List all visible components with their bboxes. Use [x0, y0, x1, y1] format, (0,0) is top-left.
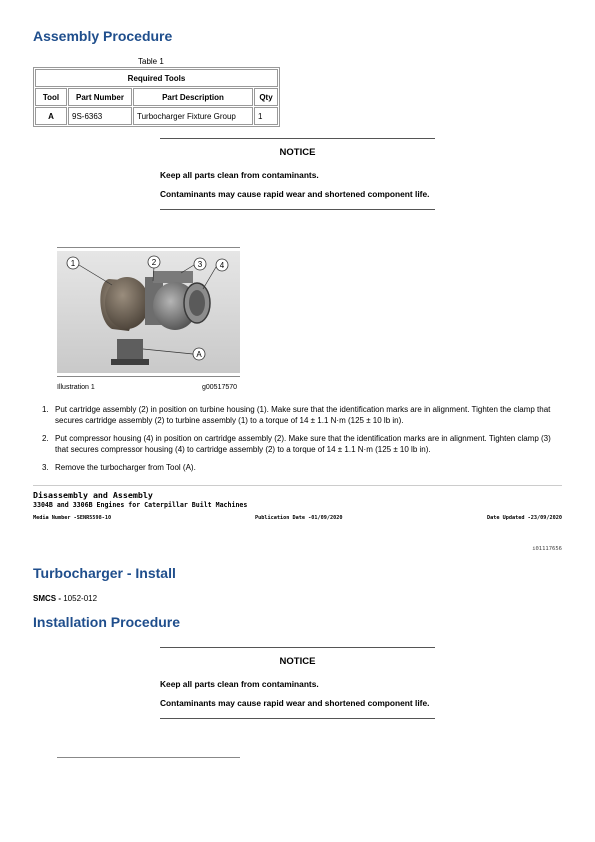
footer-title: Disassembly and Assembly	[33, 490, 153, 500]
step-text: Put cartridge assembly (2) in position on turbine housing (1). Make sure that the identification marks are in alignment. Tighten the clamp that secures cartridge assembly (2) to turbine assembly (1) to a torque of 14 ± 1.1 N·m (125 ± 10 lb in).	[55, 405, 551, 425]
table-cell-qty: 1	[254, 107, 278, 125]
illustration-bottom-rule	[57, 376, 240, 377]
notice-line: Contaminants may cause rapid wear and shortened component life.	[160, 189, 430, 199]
step-text: Remove the turbocharger from Tool (A).	[55, 463, 196, 472]
turbocharger-install-heading: Turbocharger - Install	[33, 565, 176, 581]
installation-procedure-heading: Installation Procedure	[33, 614, 181, 630]
required-tools-table	[33, 67, 280, 127]
notice-title: NOTICE	[279, 656, 316, 667]
notice-box	[160, 138, 435, 210]
step-number: 3.	[42, 463, 49, 472]
column-header-part-description: Part Description	[133, 88, 253, 106]
column-header-tool: Tool	[35, 88, 67, 106]
illustration-top-rule	[57, 247, 240, 248]
table-cell-part-number: 9S-6363	[68, 107, 132, 125]
footer-subtitle: 3304B and 3306B Engines for Caterpillar Built Machines	[33, 501, 248, 509]
smcs-code: 1052-012	[63, 594, 98, 603]
clamp-shape	[153, 271, 193, 283]
notice-line: Keep all parts clean from contaminants.	[160, 679, 319, 689]
list-item	[42, 433, 562, 455]
step-text: Put compressor housing (4) in position on cartridge assembly (2). Make sure that the identification marks are in alignment. Tighten clamp (3) that secures compressor housing (4) to cartridge assembly (2) to a torque of 14 ± 1.1 N·m (125 ± 10 lb in).	[55, 434, 551, 454]
table-row	[35, 107, 278, 125]
notice-line: Keep all parts clean from contaminants.	[160, 170, 319, 180]
smcs-label: SMCS -	[33, 594, 64, 603]
notice-line: Contaminants may cause rapid wear and shortened component life.	[160, 698, 430, 708]
table-cell-part-description: Turbocharger Fixture Group	[133, 107, 253, 125]
column-header-qty: Qty	[254, 88, 278, 106]
step-number: 2.	[42, 434, 49, 443]
table-caption: Table 1	[138, 57, 164, 66]
footer-media-number: Media Number -SENR5598-10	[33, 515, 112, 521]
illustration-label: Illustration 1	[57, 384, 95, 391]
assembly-steps-list	[42, 404, 562, 480]
callout-3: 3	[197, 260, 203, 269]
notice-bottom-rule	[160, 209, 435, 210]
fixture-tool-shape	[117, 339, 143, 361]
column-header-part-number: Part Number	[68, 88, 132, 106]
notice-top-rule	[160, 138, 435, 139]
list-item	[42, 404, 562, 426]
fixture-base-shape	[111, 359, 149, 365]
footer-date-updated: Date Updated -23/09/2020	[487, 515, 562, 521]
step-number: 1.	[42, 405, 49, 414]
notice-title: NOTICE	[279, 147, 316, 158]
notice-box	[160, 647, 435, 719]
callout-1: 1	[70, 259, 76, 268]
footer-rule	[33, 485, 562, 486]
notice-bottom-rule	[160, 718, 435, 719]
document-id: i01117656	[532, 546, 562, 552]
illustration-code: g00517570	[202, 384, 238, 391]
turbocharger-illustration	[57, 251, 240, 373]
table-cell-tool: A	[35, 107, 67, 125]
next-illustration-top-rule	[57, 757, 240, 758]
callout-a: A	[196, 350, 202, 359]
callout-2: 2	[151, 258, 157, 267]
callout-4: 4	[219, 261, 225, 270]
compressor-inlet-bore	[189, 290, 205, 316]
notice-top-rule	[160, 647, 435, 648]
smcs-line	[33, 594, 97, 603]
list-item	[42, 462, 562, 473]
table-header: Required Tools	[35, 69, 278, 87]
assembly-procedure-heading: Assembly Procedure	[33, 28, 173, 44]
footer-publication-date: Publication Date -01/09/2020	[255, 515, 343, 521]
